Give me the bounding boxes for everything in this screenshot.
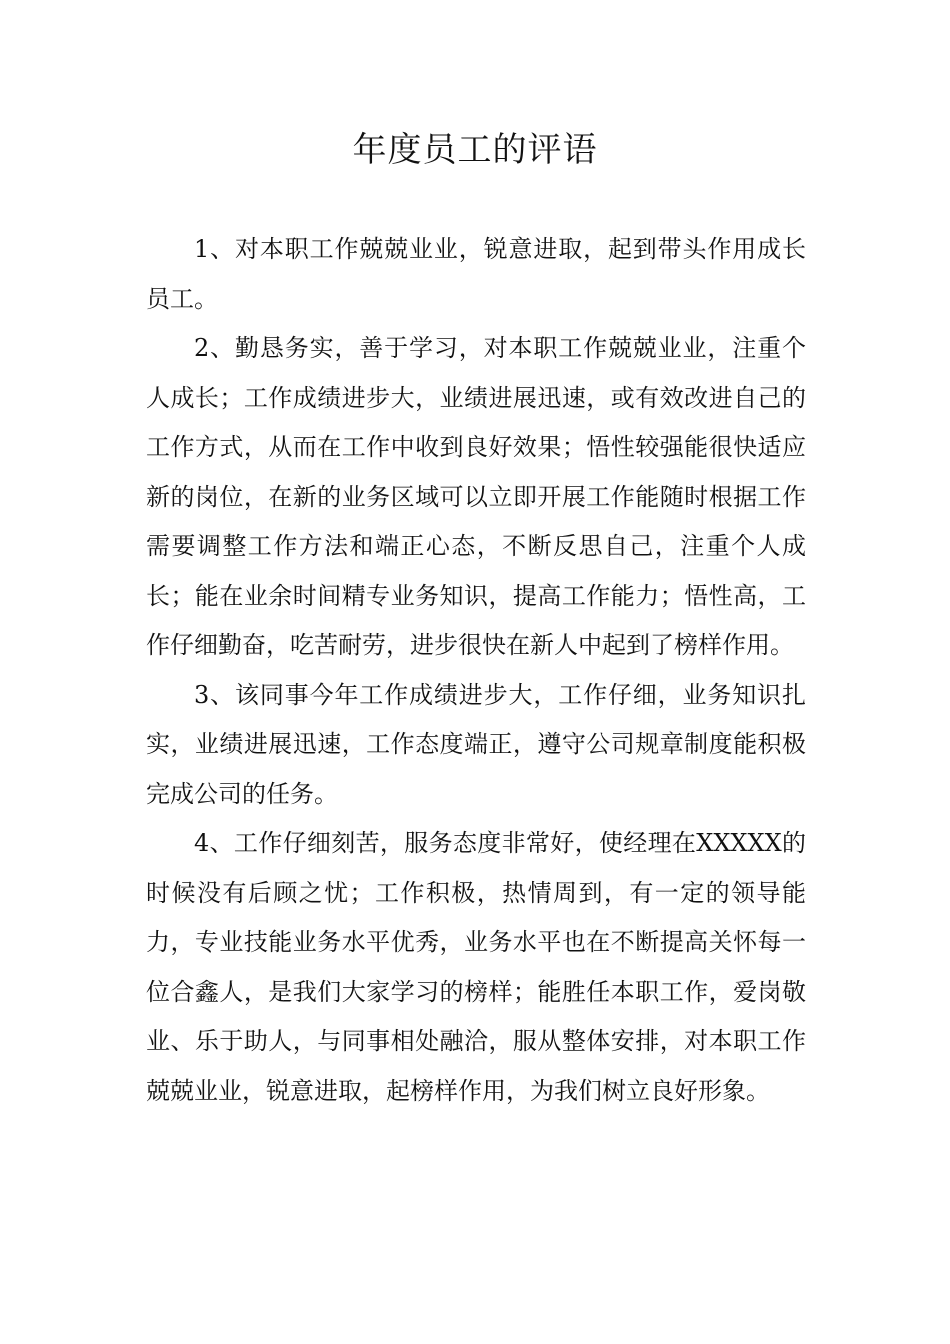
document-body xyxy=(146,225,806,1116)
paragraph-4: 4、工作仔细刻苦，服务态度非常好，使经理在XXXXX的时候没有后顾之忧；工作积极，热情周到，有一定的领导能力，专业技能业务水平优秀，业务水平也在不断提高关怀每一位合鑫人，是我们大家学习的榜样；能胜任本职工作，爱岗敬业、乐于助人，与同事相处融洽，服从整体安排，对本职工作兢兢业业，锐意进取，起榜样作用，为我们树立良好形象。 xyxy=(146,829,806,1105)
document-title: 年度员工的评语 xyxy=(352,130,598,170)
paragraph-3: 3、该同事今年工作成绩进步大，工作仔细，业务知识扎实，业绩进展迅速，工作态度端正，遵守公司规章制度能积极完成公司的任务。 xyxy=(146,680,806,808)
paragraph-2: 2、勤恳务实，善于学习，对本职工作兢兢业业，注重个人成长；工作成绩进步大，业绩进展迅速，或有效改进自己的工作方式，从而在工作中收到良好效果；悟性较强能很快适应新的岗位，在新的业务区域可以立即开展工作能随时根据工作需要调整工作方法和端正心态，不断反思自己，注重个人成长；能在业余时间精专业务知识，提高工作能力；悟性高，工作仔细勤奋，吃苦耐劳，进步很快在新人中起到了榜样作用。 xyxy=(146,334,806,659)
paragraph-1: 1、对本职工作兢兢业业，锐意进取，起到带头作用成长员工。 xyxy=(146,235,806,313)
